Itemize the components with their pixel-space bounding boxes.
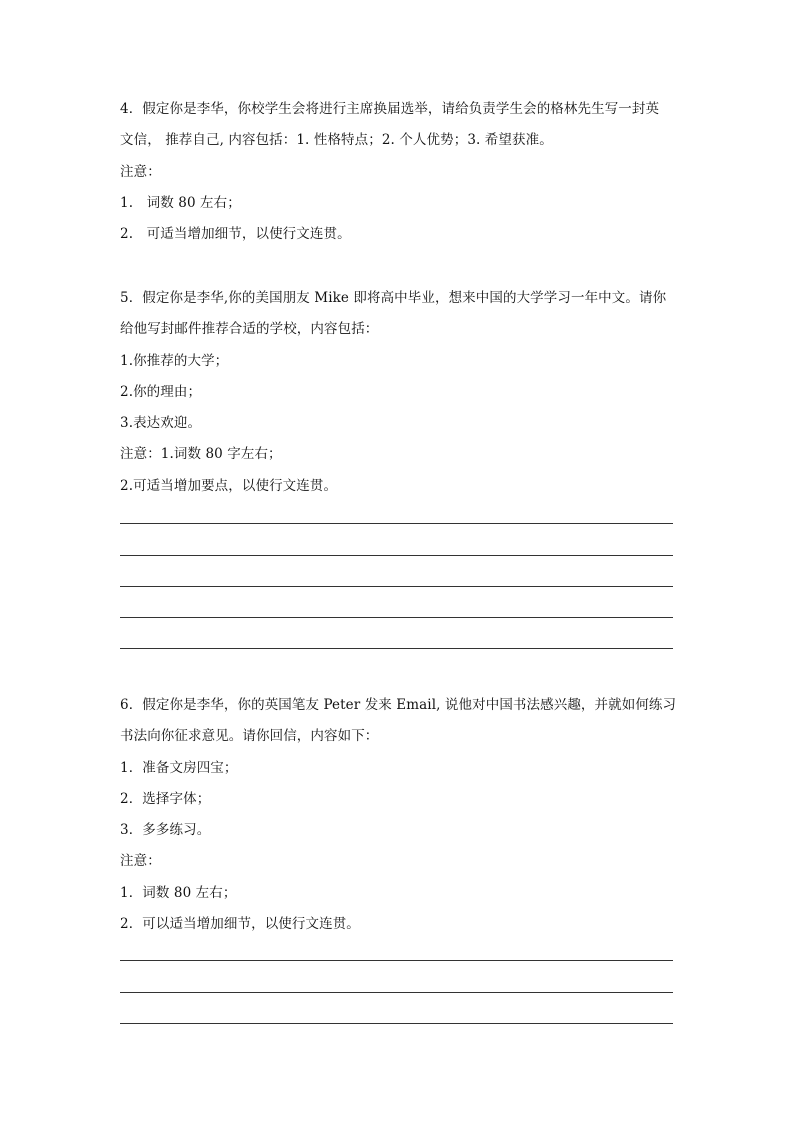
answer-line[interactable] (120, 524, 673, 555)
question-6-note-2: 2．可以适当增加细节，以使行文连贯。 (120, 916, 360, 933)
question-5-line-1: 5．假定你是李华,你的美国朋友 Mike 即将高中毕业，想来中国的大学学习一年中文。请你 (120, 290, 667, 306)
question-5-item-3: 3.表达欢迎。 (120, 415, 202, 432)
question-4-note-1: 1. 词数 80 左右； (120, 194, 241, 211)
question-5-note-1: 注意：1.词数 80 字左右； (120, 446, 282, 463)
question-6-item-2: 2．选择字体； (120, 790, 211, 807)
question-5-note-2: 2.可适当增加要点，以使行文连贯。 (120, 477, 338, 494)
question-4-line-2: 文信， 推荐自己, 内容包括：1. 性格特点；2. 个人优势；3. 希望获准。 (120, 132, 553, 149)
answer-line[interactable] (120, 587, 673, 618)
question-5-line-2: 给他写封邮件推荐合适的学校，内容包括： (120, 321, 379, 338)
question-6 (120, 690, 680, 940)
question-5-answer-area[interactable] (120, 493, 673, 649)
question-4 (120, 94, 680, 250)
question-6-item-1: 1．准备文房四宝； (120, 759, 238, 776)
answer-line[interactable] (120, 493, 673, 524)
question-5-item-2: 2.你的理由； (120, 383, 202, 400)
question-6-item-3: 3．多多练习。 (120, 822, 211, 839)
question-6-line-2: 书法向你征求意见。请你回信，内容如下： (120, 728, 379, 745)
question-4-line-1: 4．假定你是李华，你校学生会将进行主席换届选举，请给负责学生会的格林先生写一封英 (120, 101, 660, 117)
answer-line[interactable] (120, 930, 673, 961)
question-4-note-2: 2. 可适当增加细节，以使行文连贯。 (120, 226, 351, 243)
question-6-note-label: 注意： (120, 853, 161, 870)
question-6-answer-area[interactable] (120, 930, 673, 1024)
question-5 (120, 283, 680, 502)
question-5-item-1: 1.你推荐的大学； (120, 352, 229, 369)
answer-line[interactable] (120, 993, 673, 1024)
answer-line[interactable] (120, 961, 673, 992)
answer-line[interactable] (120, 618, 673, 649)
question-4-note-label: 注意： (120, 163, 161, 180)
answer-line[interactable] (120, 556, 673, 587)
question-6-line-1: 6．假定你是李华，你的英国笔友 Peter 发来 Email, 说他对中国书法感兴趣，并就如何练习 (120, 697, 677, 713)
question-6-note-1: 1．词数 80 左右； (120, 884, 237, 901)
